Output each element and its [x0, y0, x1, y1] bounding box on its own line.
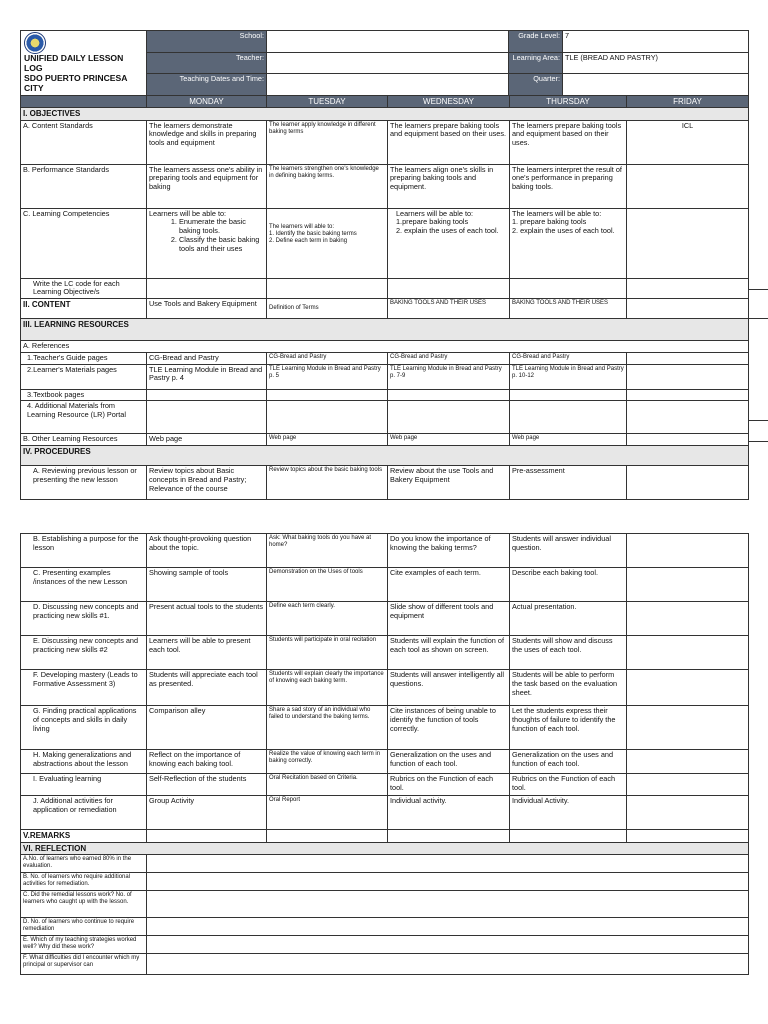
reflection-answer[interactable]	[147, 873, 749, 891]
cell-fri[interactable]	[627, 534, 749, 568]
cell-mon[interactable]: Use Tools and Bakery Equipment	[147, 299, 267, 319]
row-label: J. Additional activities for application or remediation	[21, 796, 147, 830]
cell-wed[interactable]: Students will answer intelligently all questions.	[388, 670, 510, 706]
competency-item: 2. explain the uses of each tool.	[512, 226, 615, 236]
cell-thu[interactable]: Describe each baking tool.	[510, 568, 627, 602]
competency-intro: The learners will be able to:	[512, 208, 602, 218]
log-title	[24, 54, 143, 94]
cell-wed[interactable]	[388, 401, 510, 434]
reflection-label: C. Did the remedial lessons work? No. of learners who caught up with the lesson.	[21, 891, 147, 918]
cell-fri[interactable]	[627, 602, 749, 636]
cell-thu[interactable]	[510, 389, 627, 401]
row-label: E. Discussing new concepts and practicing new skills #2	[21, 636, 147, 670]
reflection-answer[interactable]	[147, 918, 749, 936]
divider-line	[748, 318, 768, 319]
lesson-log-part1	[20, 30, 748, 500]
cell-mon[interactable]	[147, 278, 267, 299]
row-label: 3.Textbook pages	[21, 389, 147, 401]
cell-wed[interactable]	[388, 389, 510, 401]
cell-thu[interactable]: Pre-assessment	[510, 466, 627, 500]
cell-wed[interactable]: Students will explain the function of each tool as shown on screen.	[388, 636, 510, 670]
title-line1: UNIFIED DAILY LESSON LOG	[24, 53, 124, 73]
day-monday: MONDAY	[147, 95, 267, 108]
cell-wed[interactable]: Web page	[388, 434, 510, 446]
cell-thu[interactable]	[510, 830, 627, 843]
cell-fri[interactable]	[627, 706, 749, 750]
school-label: School:	[147, 31, 267, 53]
cell-wed[interactable]: The learners align one's skills in preparing baking tools and equipment.	[388, 164, 510, 208]
row-label: H. Making generalizations and abstractions about the lesson	[21, 750, 147, 774]
cell-tue[interactable]: Definition of Terms	[267, 299, 388, 319]
cell-mon[interactable]: Reflect on the importance of knowing each baking tool.	[147, 750, 267, 774]
day-header-blank	[21, 95, 147, 108]
cell-thu[interactable]: The learners interpret the result of one's performance in preparing baking tools.	[510, 164, 627, 208]
title-line2: SDO PUERTO PRINCESA CITY	[24, 72, 128, 93]
cell-fri[interactable]	[627, 352, 749, 364]
cell-fri[interactable]	[627, 568, 749, 602]
competency-intro: The learners will able to:	[269, 223, 335, 230]
cell-tue[interactable]: Demonstration on the Uses of tools	[267, 568, 388, 602]
cell-tue[interactable]: Web page	[267, 434, 388, 446]
cell-wed[interactable]: Rubrics on the Function of each tool.	[388, 774, 510, 796]
cell-mon[interactable]: Ask thought-provoking question about the topic.	[147, 534, 267, 568]
cell-tue[interactable]: Students will explain clearly the importance of knowing each baking term.	[267, 670, 388, 706]
quarter-label: Quarter:	[509, 74, 563, 96]
cell-tue[interactable]: Ask: What baking tools do you have at home?	[267, 534, 388, 568]
cell-wed[interactable]: Slide show of different tools and equipment	[388, 602, 510, 636]
cell-fri[interactable]	[627, 750, 749, 774]
cell-wed[interactable]: Review about the use Tools and Bakery Equipment	[388, 466, 510, 500]
row-label: Write the LC code for each Learning Objective/s	[21, 278, 147, 299]
cell-tue[interactable]	[267, 208, 388, 278]
cell-thu[interactable]: Actual presentation.	[510, 602, 627, 636]
cell-thu[interactable]: Rubrics on the Function of each tool.	[510, 774, 627, 796]
resources-heading: III. LEARNING RESOURCES	[21, 319, 749, 341]
reflection-label: F. What difficulties did I encounter which my principal or supervisor can	[21, 954, 147, 975]
references-label: A. References	[21, 341, 749, 353]
cell-thu[interactable]: TLE Learning Module in Bread and Pastry p. 10-12	[510, 364, 627, 389]
cell-fri[interactable]	[627, 670, 749, 706]
deped-seal-icon	[24, 32, 46, 54]
cell-wed[interactable]: Cite instances of being unable to identify the function of tools correctly.	[388, 706, 510, 750]
reflection-answer[interactable]	[147, 936, 749, 954]
cell-fri[interactable]	[627, 364, 749, 389]
content-heading: II. CONTENT	[21, 299, 147, 319]
row-label: 4. Additional Materials from Learning Resource (LR) Portal	[21, 401, 147, 434]
day-tuesday: TUESDAY	[267, 95, 388, 108]
row-label: I. Evaluating learning	[21, 774, 147, 796]
cell-mon[interactable]: Web page	[147, 434, 267, 446]
cell-tue[interactable]	[267, 389, 388, 401]
cell-mon[interactable]: Review topics about Basic concepts in Bread and Pastry; Relevance of the course	[147, 466, 267, 500]
cell-thu[interactable]: Students will be able to perform the task based on the evaluation sheet.	[510, 670, 627, 706]
competency-item: 2. Classify the basic baking tools and their uses	[179, 236, 264, 254]
reflection-label: D. No. of learners who continue to require remediation	[21, 918, 147, 936]
cell-mon[interactable]: Students will appreciate each tool as presented.	[147, 670, 267, 706]
competency-item: 1. Identify the basic baking terms	[269, 230, 357, 237]
cell-fri[interactable]	[627, 830, 749, 843]
divider-line	[748, 289, 768, 290]
cell-wed[interactable]	[388, 278, 510, 299]
main-table	[20, 95, 749, 501]
cell-mon[interactable]	[147, 389, 267, 401]
competency-list	[149, 218, 264, 253]
competency-item: 1. Enumerate the basic baking tools.	[179, 218, 264, 236]
row-label: B. Establishing a purpose for the lesson	[21, 534, 147, 568]
cell-fri[interactable]	[627, 164, 749, 208]
cell-wed[interactable]: The learners prepare baking tools and equipment based on their uses.	[388, 120, 510, 164]
cell-mon[interactable]: Learners will be able to present each tool.	[147, 636, 267, 670]
row-label: G. Finding practical applications of concepts and skills in daily living	[21, 706, 147, 750]
reflection-label: B. No. of learners who require additional activities for remediation.	[21, 873, 147, 891]
area-label: Learning Area:	[509, 52, 563, 74]
cell-tue[interactable]	[267, 278, 388, 299]
cell-wed[interactable]	[388, 830, 510, 843]
cell-wed[interactable]: Cite examples of each term.	[388, 568, 510, 602]
cell-tue[interactable]: Students will participate in oral recitation	[267, 636, 388, 670]
competency-item: 2. explain the uses of each tool.	[396, 226, 499, 236]
row-label: C. Presenting examples /instances of the new Lesson	[21, 568, 147, 602]
cell-wed[interactable]	[388, 208, 510, 278]
cell-tue[interactable]: Define each term clearly.	[267, 602, 388, 636]
cell-tue[interactable]: Share a sad story of an individual who failed to understand the baking terms.	[267, 706, 388, 750]
cell-wed[interactable]: BAKING TOOLS AND THEIR USES	[388, 299, 510, 319]
reflection-answer[interactable]	[147, 855, 749, 873]
row-label: B. Performance Standards	[21, 164, 147, 208]
objectives-heading: I. OBJECTIVES	[21, 108, 749, 121]
row-label: C. Learning Competencies	[21, 208, 147, 278]
row-label: B. Other Learning Resources	[21, 434, 147, 446]
cell-mon[interactable]	[147, 208, 267, 278]
cell-tue[interactable]: TLE Learning Module in Bread and Pastry p. 5	[267, 364, 388, 389]
cell-fri[interactable]	[627, 278, 749, 299]
cell-tue[interactable]: Review topics about the basic baking tools	[267, 466, 388, 500]
title-cell	[21, 31, 147, 96]
cell-fri[interactable]	[627, 401, 749, 434]
day-wednesday: WEDNESDAY	[388, 95, 510, 108]
cell-mon[interactable]: Self-Reflection of the students	[147, 774, 267, 796]
competency-intro: Learners will be able to:	[149, 208, 227, 218]
reflection-heading: VI. REFLECTION	[21, 842, 749, 855]
grade-value[interactable]: 7	[563, 31, 749, 53]
row-label: 2.Learner's Materials pages	[21, 364, 147, 389]
cell-thu[interactable]: Individual Activity.	[510, 796, 627, 830]
cell-tue[interactable]: Realize the value of knowing each term in baking correctly.	[267, 750, 388, 774]
cell-tue[interactable]: The learners strengthen one's knowledge in defining baking terms.	[267, 164, 388, 208]
cell-mon[interactable]: Showing sample of tools	[147, 568, 267, 602]
cell-thu[interactable]: CG-Bread and Pastry	[510, 352, 627, 364]
quarter-value[interactable]	[563, 74, 749, 96]
cell-mon[interactable]: TLE Learning Module in Bread and Pastry p. 4	[147, 364, 267, 389]
school-value[interactable]	[267, 31, 509, 53]
cell-fri[interactable]	[627, 774, 749, 796]
cell-thu[interactable]: Generalization on the uses and function of each tool.	[510, 750, 627, 774]
cell-fri[interactable]	[627, 208, 749, 278]
cell-wed[interactable]: CG-Bread and Pastry	[388, 352, 510, 364]
cell-thu[interactable]	[510, 278, 627, 299]
area-value[interactable]: TLE (BREAD AND PASTRY)	[563, 52, 749, 74]
reflection-answer[interactable]	[147, 891, 749, 918]
teacher-label: Teacher:	[147, 52, 267, 74]
teacher-value[interactable]	[267, 52, 509, 74]
cell-mon[interactable]: Present actual tools to the students	[147, 602, 267, 636]
procedures-table	[20, 533, 749, 975]
competency-item: 1. prepare baking tools	[512, 217, 587, 227]
lesson-log-part2	[20, 533, 748, 975]
row-label: A. Content Standards	[21, 120, 147, 164]
competency-intro: Learners will be able to:	[396, 208, 474, 218]
cell-tue[interactable]: Oral Recitation based on Criteria.	[267, 774, 388, 796]
divider-line	[748, 441, 768, 442]
cell-fri[interactable]	[627, 434, 749, 446]
cell-wed[interactable]: TLE Learning Module in Bread and Pastry p. 7-9	[388, 364, 510, 389]
row-label: 1.Teacher's Guide pages	[21, 352, 147, 364]
competency-item: 2. Define each term in baking	[269, 238, 348, 245]
cell-mon[interactable]	[147, 401, 267, 434]
row-label: F. Developing mastery (Leads to Formative Assessment 3)	[21, 670, 147, 706]
cell-mon[interactable]: The learners demonstrate knowledge and skills in preparing tools and equipment	[147, 120, 267, 164]
cell-mon[interactable]	[147, 830, 267, 843]
reflection-answer[interactable]	[147, 954, 749, 975]
cell-fri[interactable]	[627, 796, 749, 830]
cell-tue[interactable]: Oral Report	[267, 796, 388, 830]
row-label: D. Discussing new concepts and practicing new skills #1.	[21, 602, 147, 636]
cell-wed[interactable]: Individual activity.	[388, 796, 510, 830]
row-label: A. Reviewing previous lesson or presenting the new lesson	[21, 466, 147, 500]
cell-fri[interactable]	[627, 299, 749, 319]
cell-thu[interactable]: BAKING TOOLS AND THEIR USES	[510, 299, 627, 319]
day-thursday: THURSDAY	[510, 95, 627, 108]
cell-wed[interactable]: Do you know the importance of knowing the baking terms?	[388, 534, 510, 568]
cell-fri[interactable]	[627, 466, 749, 500]
cell-mon[interactable]: CG-Bread and Pastry	[147, 352, 267, 364]
cell-tue[interactable]	[267, 830, 388, 843]
cell-tue[interactable]: CG-Bread and Pastry	[267, 352, 388, 364]
dates-value[interactable]	[267, 74, 509, 96]
cell-thu[interactable]	[510, 401, 627, 434]
cell-thu[interactable]: Students will show and discuss the uses of each tool.	[510, 636, 627, 670]
reflection-label: E. Which of my teaching strategies worked well? Why did these work?	[21, 936, 147, 954]
procedures-heading: IV. PROCEDURES	[21, 446, 749, 466]
divider-line	[748, 420, 768, 421]
cell-mon[interactable]: The learners assess one's ability in preparing tools and equipment for baking	[147, 164, 267, 208]
cell-mon[interactable]: Comparison alley	[147, 706, 267, 750]
grade-label: Grade Level:	[509, 31, 563, 53]
remarks-heading: V.REMARKS	[21, 830, 147, 843]
cell-thu[interactable]: Let the students express their thoughts of failure to identify the function of each tool.	[510, 706, 627, 750]
cell-thu[interactable]: Web page	[510, 434, 627, 446]
cell-thu[interactable]: Students will answer individual question.	[510, 534, 627, 568]
header-table	[20, 30, 749, 96]
cell-fri[interactable]	[627, 389, 749, 401]
reflection-label: A.No. of learners who earned 80% in the evaluation.	[21, 855, 147, 873]
cell-thu[interactable]: The learners prepare baking tools and equipment based on their uses.	[510, 120, 627, 164]
competency-item: 1.prepare baking tools	[396, 217, 469, 227]
cell-mon[interactable]: Group Activity	[147, 796, 267, 830]
day-friday: FRIDAY	[627, 95, 749, 108]
cell-tue[interactable]	[267, 401, 388, 434]
cell-fri[interactable]: ICL	[627, 120, 749, 164]
dates-label: Teaching Dates and Time:	[147, 74, 267, 96]
cell-wed[interactable]: Generalization on the uses and function of each tool.	[388, 750, 510, 774]
cell-thu[interactable]	[510, 208, 627, 278]
cell-fri[interactable]	[627, 636, 749, 670]
cell-tue[interactable]: The learner apply knowledge in different baking terms	[267, 120, 388, 164]
